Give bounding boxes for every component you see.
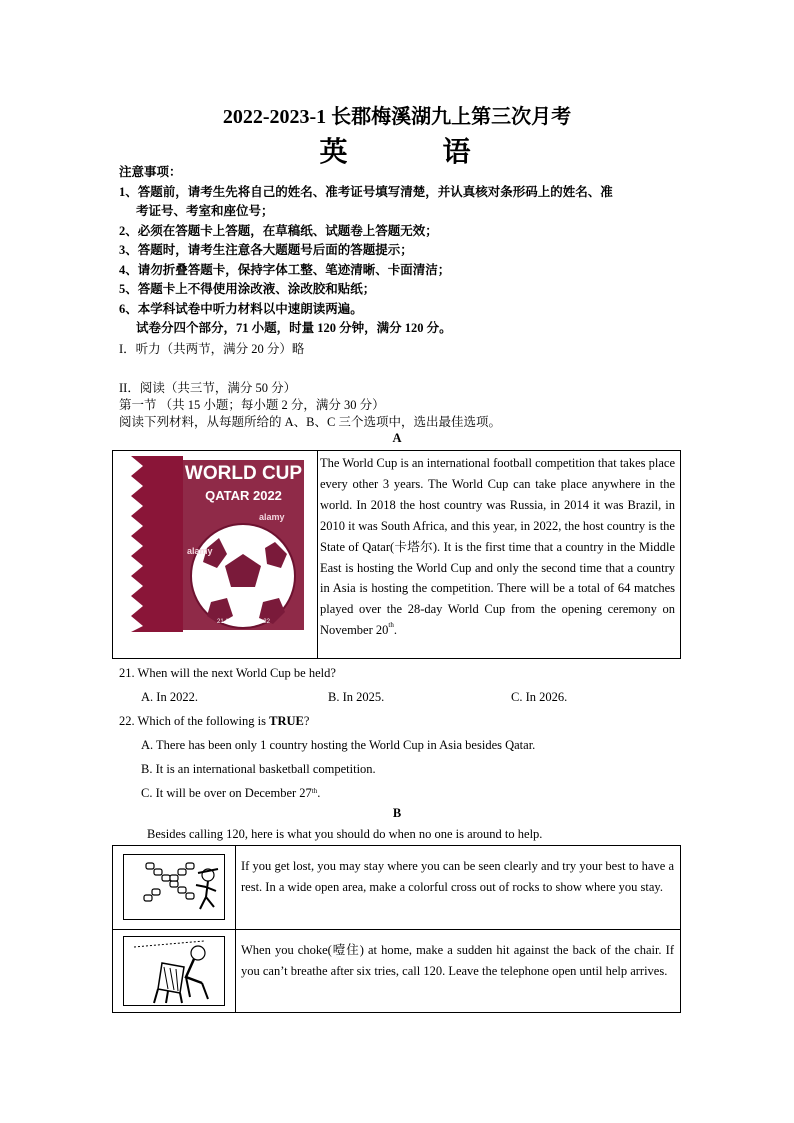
rock-cross-icon bbox=[124, 855, 224, 919]
passage-b-label: B bbox=[392, 806, 402, 820]
question-21-option-b[interactable]: B. In 2025. bbox=[328, 690, 385, 704]
question-22-option-a[interactable]: A. There has been only 1 country hosting the World Cup in Asia besides Qatar. bbox=[141, 738, 536, 752]
passage-a-sup: th bbox=[388, 621, 394, 630]
question-22-option-c-sup: th bbox=[311, 787, 318, 795]
notes-heading: 注意事项： bbox=[119, 165, 182, 179]
poster-watermark: alamy bbox=[259, 512, 285, 522]
question-22-stem-emphasis: TRUE bbox=[269, 714, 304, 728]
passage-b-box bbox=[112, 845, 681, 1013]
question-21-stem: 21. When will the next World Cup be held? bbox=[119, 666, 336, 680]
question-22-stem bbox=[119, 714, 309, 729]
question-22-stem-end: ? bbox=[303, 714, 310, 728]
column-divider bbox=[317, 451, 318, 658]
question-22-option-c[interactable] bbox=[141, 786, 320, 801]
choke-chair-image bbox=[123, 936, 225, 1006]
chair-person-icon bbox=[124, 937, 224, 1005]
world-cup-poster bbox=[119, 456, 305, 632]
question-22-stem-text: 22. Which of the following is bbox=[119, 714, 270, 728]
section-listening: I．听力（共两节，满分 20 分）略 bbox=[119, 342, 305, 356]
poster-title: WORLD CUP bbox=[184, 463, 303, 484]
section-reading-instruction: 阅读下列材料，从每题所给的 A、B、C 三个选项中，选出最佳选项。 bbox=[119, 415, 501, 429]
notes-item: 6、本学科试卷中听力材料以中速朗读两遍。 bbox=[119, 301, 363, 316]
poster-watermark: alamy bbox=[187, 546, 213, 556]
question-21-option-c[interactable]: C. In 2026. bbox=[511, 690, 568, 704]
passage-b-intro: Besides calling 120, here is what you should do when no one is around to help. bbox=[147, 827, 543, 841]
question-22-option-b[interactable]: B. It is an international basketball competition. bbox=[141, 762, 376, 776]
poster-dates: 21.11.22 – 18.12.22 bbox=[217, 619, 270, 625]
notes-item: 考证号、考室和座位号； bbox=[136, 204, 274, 218]
notes-item: 4、请勿折叠答题卡，保持字体工整、笔迹清晰、卡面清洁； bbox=[119, 262, 451, 277]
notes-block bbox=[119, 163, 689, 339]
section-reading-title: II．阅读（共三节，满分 50 分） bbox=[119, 381, 297, 395]
subject-title: 英 语 bbox=[319, 137, 515, 168]
passage-b-row1-text: If you get lost, you may stay where you can be seen clearly and try your best to have a rest. In a wide open area, make a colorful cross out of rocks to show where you stay. bbox=[241, 859, 674, 894]
passage-a-text bbox=[320, 453, 675, 641]
section-reading-part: 第一节 （共 15 小题；每小题 2 分，满分 30 分） bbox=[119, 398, 385, 412]
notes-item: 5、答题卡上不得使用涂改液、涂改胶和贴纸； bbox=[119, 282, 376, 296]
passage-a-body: The World Cup is an international football competition that takes place every other 3 years. The World Cup can take place anywhere in the world. In 2018 the host country was Russia, in 2014 it was Brazil, in 2010 it was South Africa, and this year, in 2022, the host country is the State of Qatar(卡塔尔). It is the first time that a country in the Middle East is hosting the World Cup and only the second time that a country in Asia is hosting the competition. There will be a total of 64 matches played over the 28-day World Cup from the opening ceremony on November 20 bbox=[320, 456, 675, 638]
question-22-option-c-text: C. It will be over on December 27 bbox=[141, 786, 312, 800]
passage-b-row2-text: When you choke(噎住) at home, make a sudden hit against the back of the chair. If you can’t breathe after six tries, call 120. Leave the telephone open until help arrives. bbox=[241, 943, 674, 978]
poster-subtitle: QATAR 2022 bbox=[205, 488, 282, 503]
question-21-option-a[interactable]: A. In 2022. bbox=[141, 690, 198, 704]
exam-title: 2022-2023-1 长郡梅溪湖九上第三次月考 bbox=[222, 106, 572, 128]
question-22-option-c-end: . bbox=[317, 786, 321, 800]
notes-item: 2、必须在答题卡上答题，在草稿纸、试题卷上答题无效； bbox=[119, 223, 438, 238]
notes-item: 试卷分四个部分，71 小题，时量 120 分钟，满分 120 分。 bbox=[136, 321, 452, 335]
passage-a-end: . bbox=[393, 623, 397, 638]
passage-a-box bbox=[112, 450, 681, 659]
row-divider bbox=[113, 929, 680, 930]
notes-item: 1、答题前，请考生先将自己的姓名、准考证号填写清楚，并认真核对条形码上的姓名、准 bbox=[119, 184, 613, 199]
passage-a-label: A bbox=[392, 431, 402, 445]
lost-cross-image bbox=[123, 854, 225, 920]
notes-item: 3、答题时，请考生注意各大题题号后面的答题提示； bbox=[119, 243, 413, 257]
